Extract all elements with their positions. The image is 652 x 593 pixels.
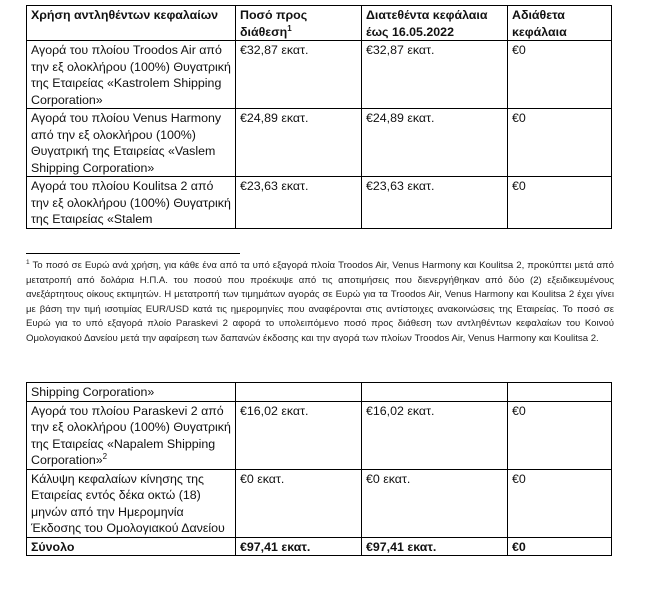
continuation-row [27,383,612,402]
table-row [27,41,612,109]
row-amount: €0 εκατ. [236,469,362,537]
footnote-marker: 1 [26,258,30,266]
total-label: Σύνολο [27,537,236,556]
row-use: Αγορά του πλοίου Venus Harmony από την εξ ολοκλήρου (100%) Θυγατρική της Εταιρείας «Vaslem Shipping Corporation» [27,109,236,177]
row-unallocated: €0 [508,109,612,177]
row-use: Αγορά του πλοίου Troodos Air από την εξ ολοκλήρου (100%) Θυγατρική της Εταιρείας «Kastrolem Shipping Corporation» [27,41,236,109]
table-row [27,469,612,537]
row-amount: €16,02 εκατ. [236,401,362,469]
header-use: Χρήση αντληθέντων κεφαλαίων [27,6,236,41]
footnote-ref-1: 1 [287,23,292,33]
row-allocated: €24,89 εκατ. [362,109,508,177]
row-allocated: €32,87 εκατ. [362,41,508,109]
total-allocated: €97,41 εκατ. [362,537,508,556]
row-use: Κάλυψη κεφαλαίων κίνησης της Εταιρείας εντός δέκα οκτώ (18) μηνών από την Ημερομηνία Έκδοσης του Ομολογιακού Δανείου [27,469,236,537]
proceeds-table-part-1 [26,5,612,229]
row-amount: €23,63 εκατ. [236,177,362,229]
total-unallocated: €0 [508,537,612,556]
footnote-ref-2: 2 [102,451,108,461]
row-unallocated: €0 [508,469,612,537]
footnote [26,259,614,347]
header-allocated: Διατεθέντα κεφάλαια έως 16.05.2022 [362,6,508,41]
continuation-text: Shipping Corporation» [27,383,236,402]
header-unallocated: Αδιάθετα κεφάλαια [508,6,612,41]
table-row [27,401,612,469]
table-row [27,109,612,177]
total-row [27,537,612,556]
table-row [27,177,612,229]
header-amount: Ποσό προς διάθεση$^1$ [236,6,362,41]
proceeds-table-part-2 [26,382,612,556]
row-amount: €32,87 εκατ. [236,41,362,109]
row-unallocated: €0 [508,41,612,109]
row-allocated: €23,63 εκατ. [362,177,508,229]
row-allocated: €0 εκατ. [362,469,508,537]
row-unallocated: €0 [508,177,612,229]
table-header-row [27,6,612,41]
row-allocated: €16,02 εκατ. [362,401,508,469]
row-amount: €24,89 εκατ. [236,109,362,177]
footnote-separator [26,253,240,254]
total-amount: €97,41 εκατ. [236,537,362,556]
row-unallocated: €0 [508,401,612,469]
footnote-text: Το ποσό σε Ευρώ ανά χρήση, για κάθε ένα από τα υπό εξαγορά πλοία Troodos Air, Venus Harmony και Koulitsa 2, προκύπτει μετά από μετατροπή από δολάρια Η.Π.Α. του ποσού που προέκυψε από τις αποτιμήσεις που διενεργήθηκαν από δύο (2) εξειδικευμένους ανεξάρτητους οίκους εκτιμητών. Η μετατροπή των τιμημάτων αγοράς σε Ευρώ για τα Troodos Air, Venus Harmony και Koulitsa 2 έχει γίνει με βάση την τιμή ισοτιμίας EUR/USD κατά τις ημερομηνίες που αναφέρονται στις αντίστοιχες ανακοινώσεις της Εταιρείας. Το ποσό σε Ευρώ για το υπό εξαγορά πλοίο Paraskevi 2 αφορά το υπολειπόμενο ποσό προς διάθεση των αντληθέντων κεφαλαίων του Κοινού Ομολογιακού Δανείου μετά την αφαίρεση των δαπανών έκδοσης και την αγορά των πλοίων Troodos Air, Venus Harmony και Koulitsa 2. [26,260,614,344]
row-use: Αγορά του πλοίου Paraskevi 2 από την εξ ολοκλήρου (100%) Θυγατρική της Εταιρείας «Napalem Shipping Corporation»$^2$ [27,401,236,469]
row-use: Αγορά του πλοίου Koulitsa 2 από την εξ ολοκλήρου (100%) Θυγατρική της Εταιρείας «Stalem [27,177,236,229]
